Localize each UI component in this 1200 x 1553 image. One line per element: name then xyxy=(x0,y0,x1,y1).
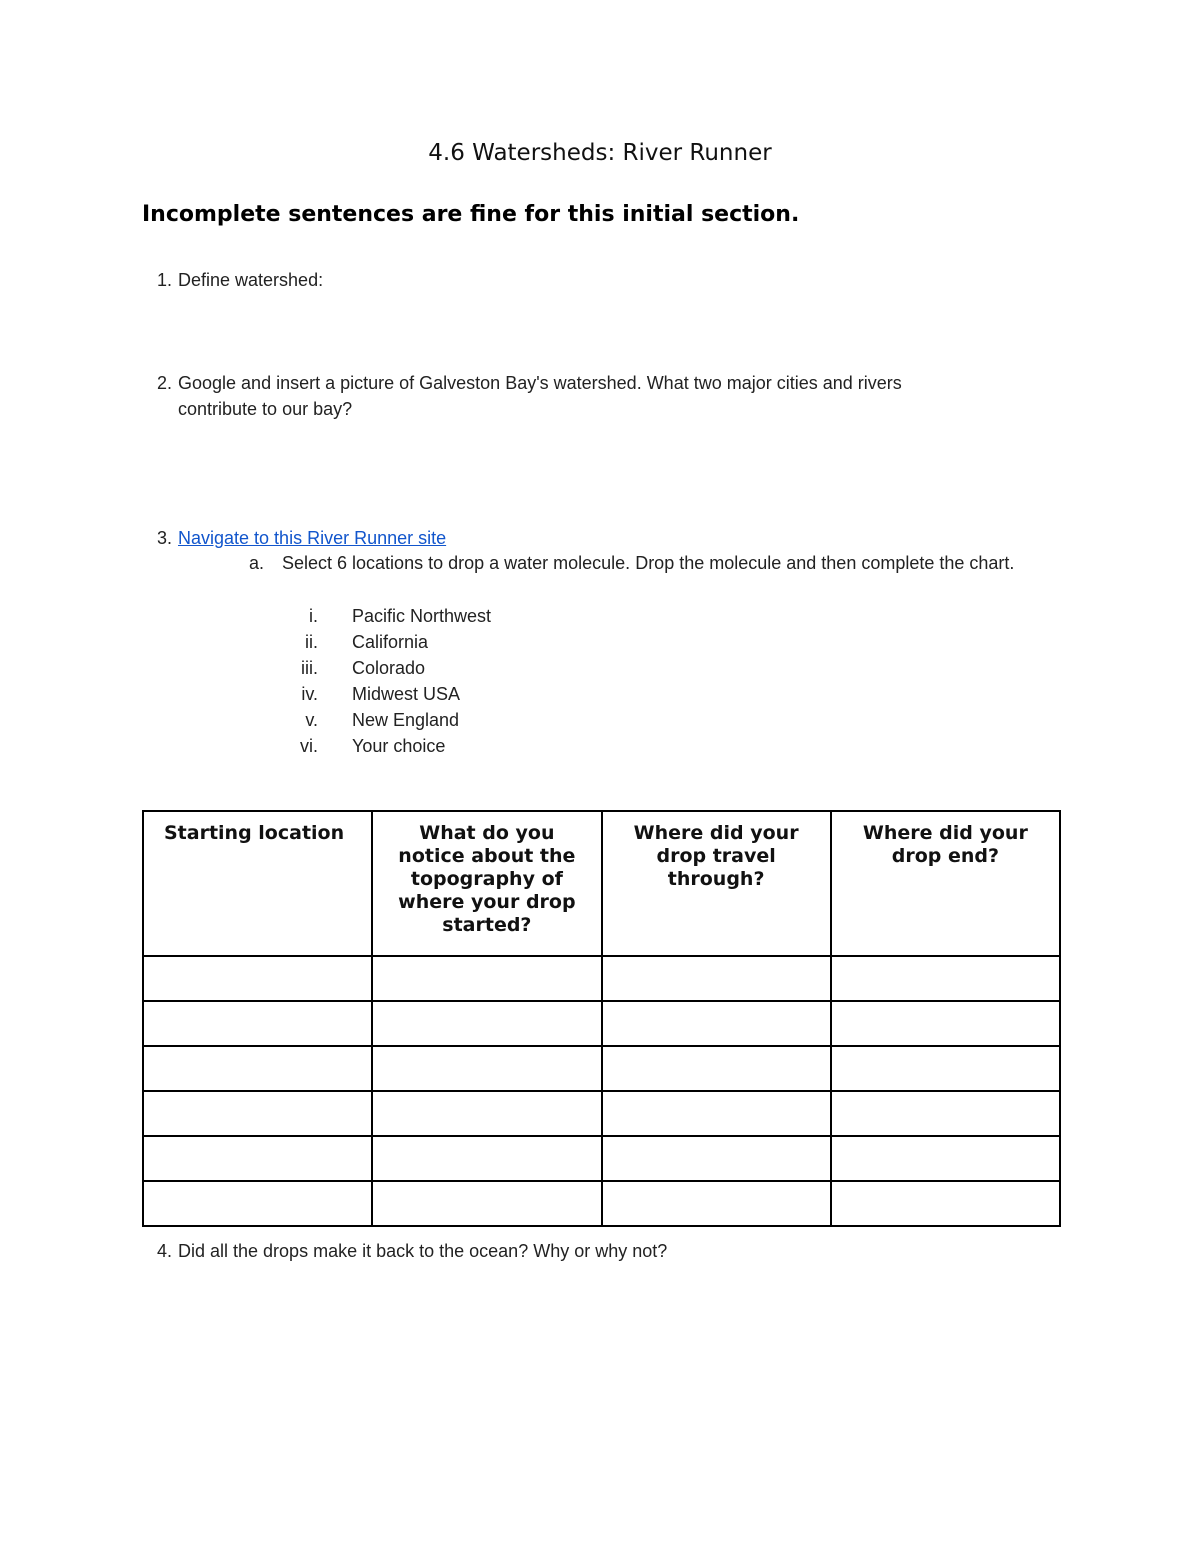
location-name: Colorado xyxy=(352,658,426,678)
question-number: 2. xyxy=(156,373,172,393)
column-header-topography: What do you notice about the topography of where your drop started? xyxy=(372,811,601,956)
table-cell[interactable] xyxy=(143,956,372,1001)
table-cell[interactable] xyxy=(143,1046,372,1091)
table-cell[interactable] xyxy=(143,1091,372,1136)
table-cell[interactable] xyxy=(831,1091,1060,1136)
table-cell[interactable] xyxy=(602,1001,831,1046)
table-cell[interactable] xyxy=(372,1136,601,1181)
question-1 xyxy=(142,267,1042,293)
location-numeral: i. xyxy=(309,606,318,626)
table-cell[interactable] xyxy=(602,1091,831,1136)
table-cell[interactable] xyxy=(831,956,1060,1001)
table-cell[interactable] xyxy=(831,1136,1060,1181)
table-row xyxy=(143,956,1060,1001)
location-name: New England xyxy=(352,710,460,730)
location-name: Midwest USA xyxy=(352,684,461,704)
table-row xyxy=(143,1181,1060,1226)
table-row xyxy=(143,1001,1060,1046)
location-numeral: iv. xyxy=(301,684,318,704)
subitem-letter: a. xyxy=(248,553,264,573)
river-runner-link[interactable]: Navigate to this River Runner site xyxy=(178,528,447,548)
question-4 xyxy=(142,1238,1042,1264)
table-cell[interactable] xyxy=(372,1091,601,1136)
table-cell[interactable] xyxy=(602,1181,831,1226)
question-number: 3. xyxy=(156,528,172,548)
table-cell[interactable] xyxy=(831,1181,1060,1226)
table-cell[interactable] xyxy=(143,1181,372,1226)
table-cell[interactable] xyxy=(602,1136,831,1181)
river-runner-chart xyxy=(142,810,1061,1227)
table-cell[interactable] xyxy=(372,1181,601,1226)
location-numeral: ii. xyxy=(305,632,318,652)
question-number: 1. xyxy=(156,270,172,290)
table-row xyxy=(143,1091,1060,1136)
question-text: Define watershed: xyxy=(178,270,324,290)
location-numeral: iii. xyxy=(301,658,318,678)
location-name: Pacific Northwest xyxy=(352,606,492,626)
location-name: California xyxy=(352,632,429,652)
table-row xyxy=(143,1046,1060,1091)
table-cell[interactable] xyxy=(143,1136,372,1181)
column-header-starting-location: Starting location xyxy=(143,811,372,956)
question-3 xyxy=(142,525,1042,551)
location-name: Your choice xyxy=(352,736,446,756)
table-cell[interactable] xyxy=(372,956,601,1001)
instruction-heading: Incomplete sentences are fine for this initial section. xyxy=(142,202,800,227)
table-cell[interactable] xyxy=(602,956,831,1001)
table-cell[interactable] xyxy=(602,1046,831,1091)
subitem-text: Select 6 locations to drop a water molecule. Drop the molecule and then complete the chart. xyxy=(282,553,1015,573)
table-cell[interactable] xyxy=(143,1001,372,1046)
question-number: 4. xyxy=(156,1241,172,1261)
table-cell[interactable] xyxy=(831,1001,1060,1046)
question-text-line-1: Google and insert a picture of Galveston Bay's watershed. What two major cities and rivers xyxy=(178,373,902,393)
location-numeral: v. xyxy=(305,710,318,730)
page-title: 4.6 Watersheds: River Runner xyxy=(428,140,772,166)
column-header-drop-end: Where did your drop end? xyxy=(831,811,1060,956)
question-2 xyxy=(142,370,1042,422)
table-cell[interactable] xyxy=(372,1001,601,1046)
question-text-line-2: contribute to our bay? xyxy=(178,399,353,419)
column-header-travel-through: Where did your drop travel through? xyxy=(602,811,831,956)
table-cell[interactable] xyxy=(372,1046,601,1091)
table-row xyxy=(143,1136,1060,1181)
question-text: Did all the drops make it back to the ocean? Why or why not? xyxy=(178,1241,668,1261)
location-numeral: vi. xyxy=(300,736,318,756)
table-cell[interactable] xyxy=(831,1046,1060,1091)
table-header-row xyxy=(143,811,1060,956)
